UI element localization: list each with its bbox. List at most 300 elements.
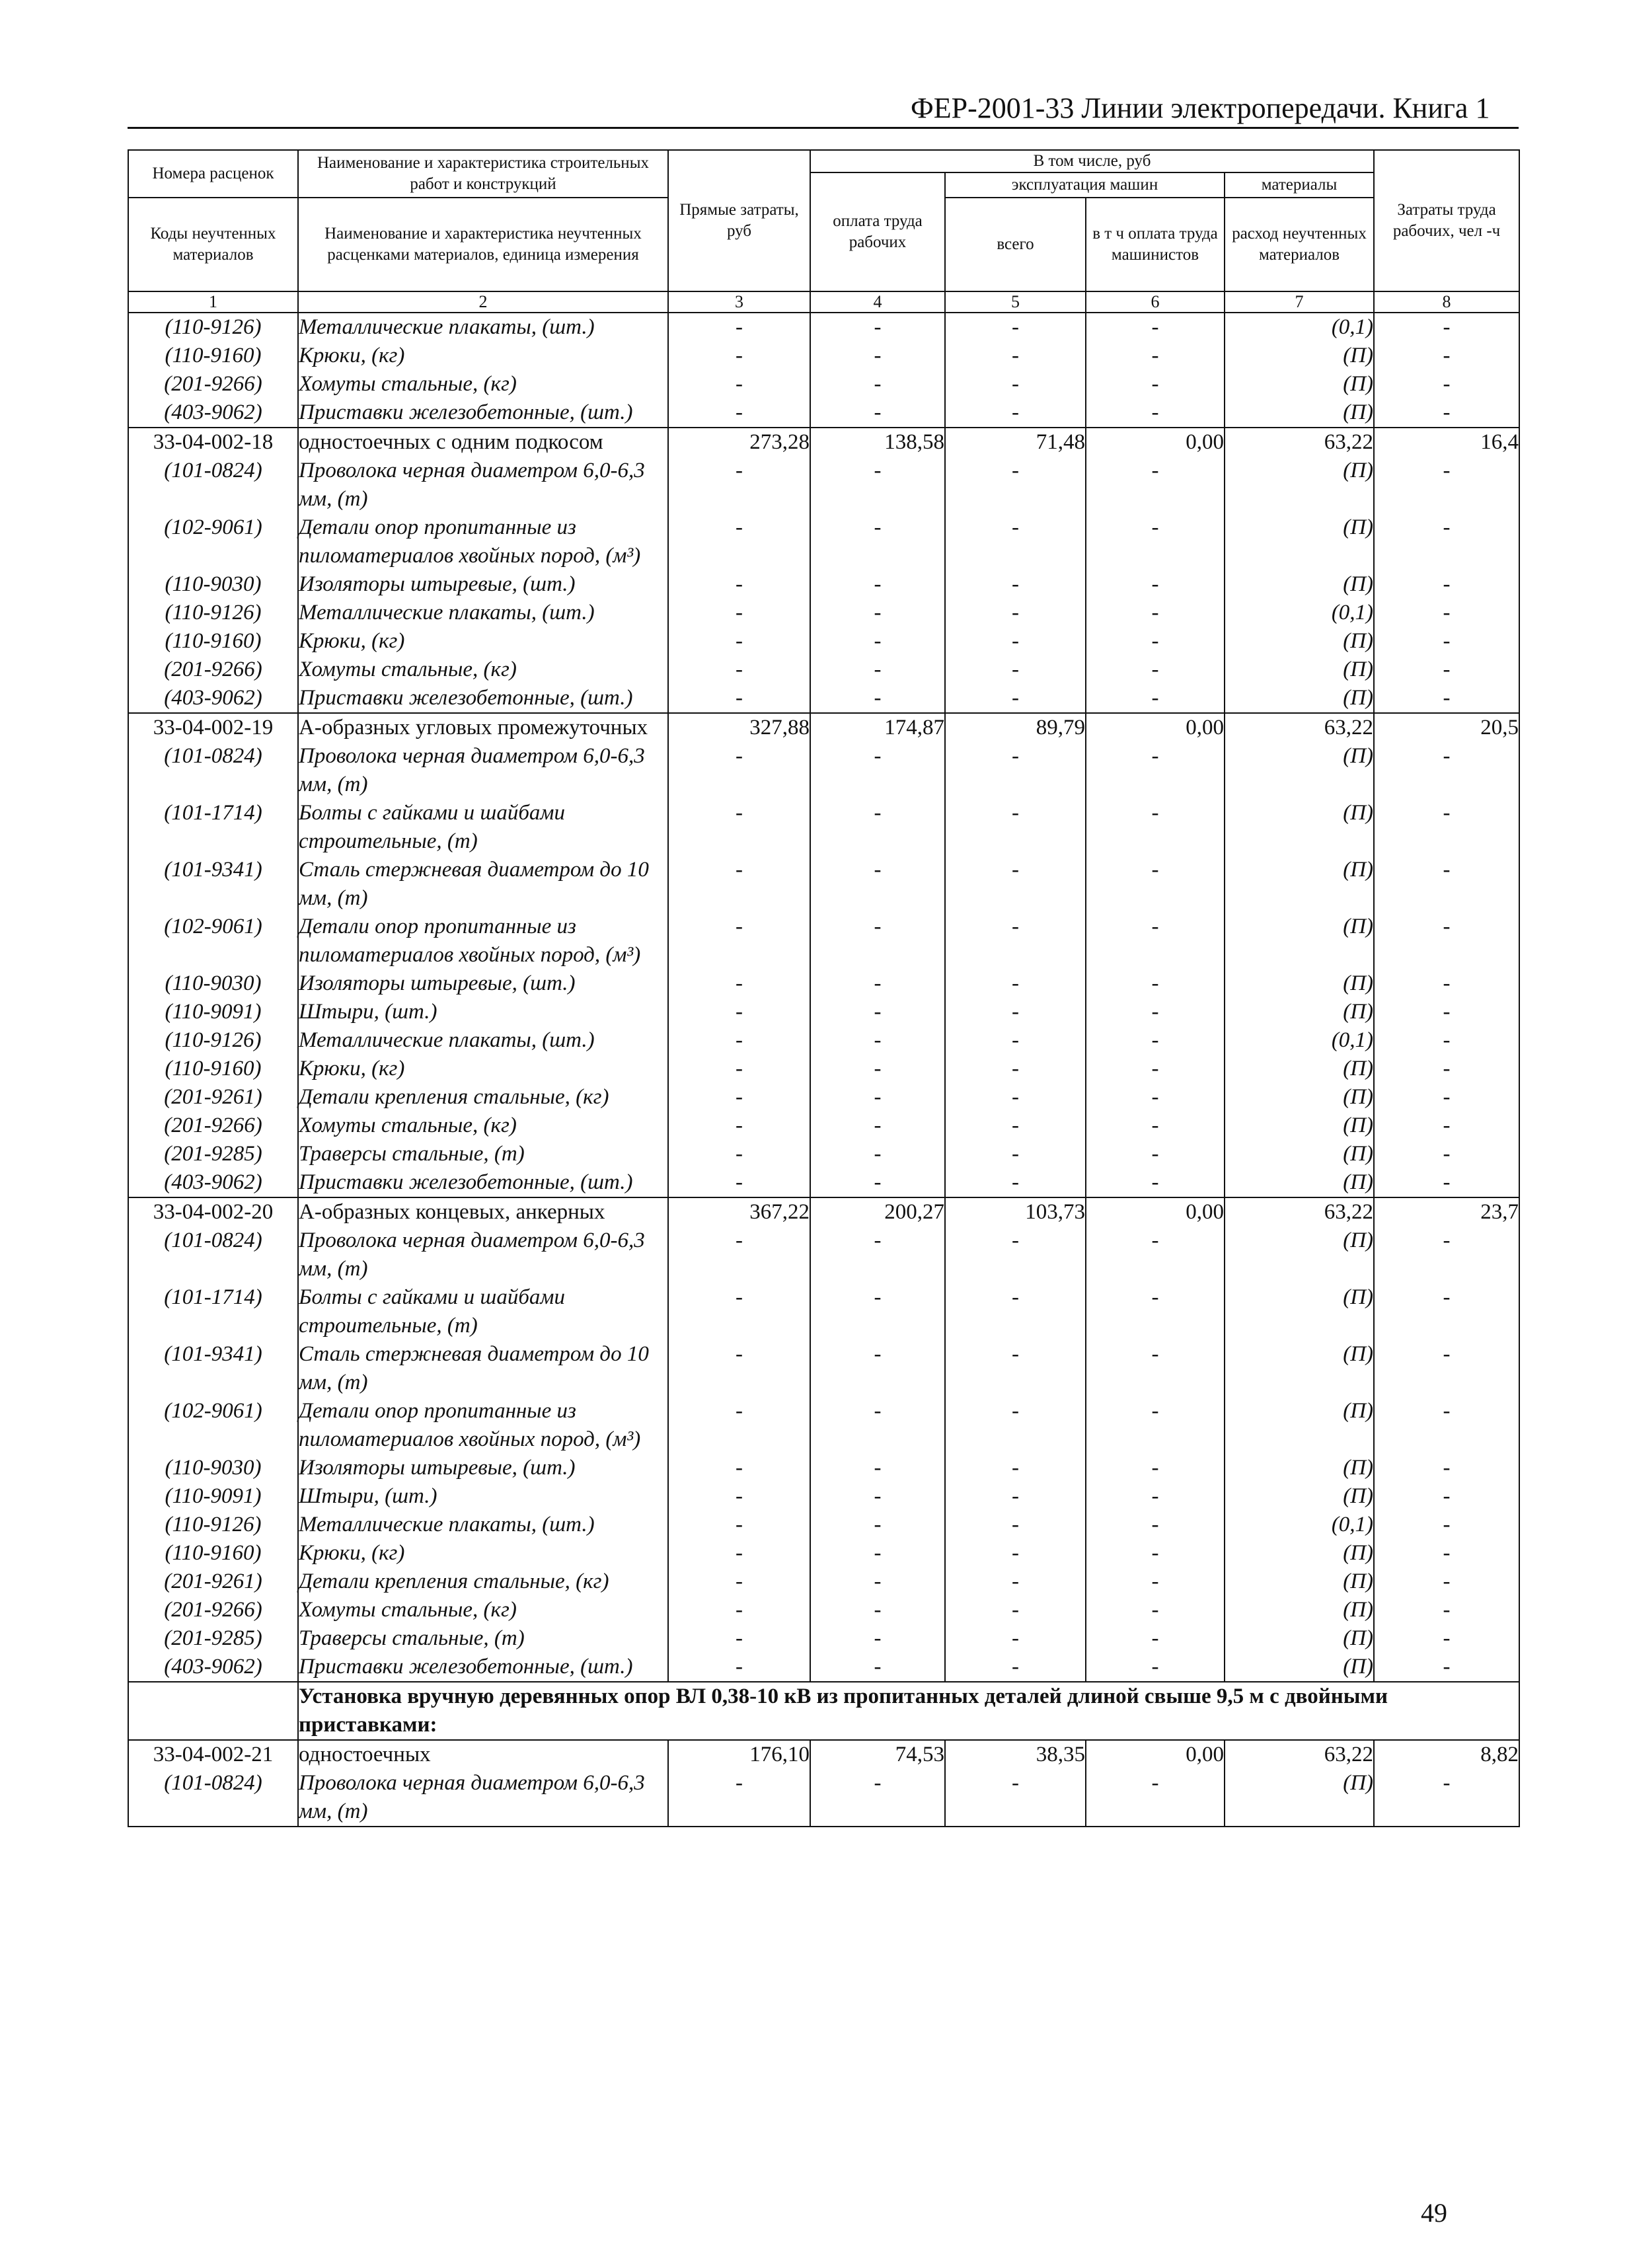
materials-cell: (П) (1225, 1112, 1374, 1140)
machinists-pay-cell: - (1086, 1568, 1225, 1596)
material-row (128, 1340, 1519, 1397)
header-machines-total: всего (945, 198, 1086, 291)
labor-pay-cell: 74,53 (810, 1740, 945, 1769)
material-name: Хомуты стальные, (кг) (298, 656, 668, 684)
direct-costs-cell: 273,28 (668, 428, 810, 457)
labor-pay-cell: - (810, 1482, 945, 1511)
material-code: (110-9160) (128, 1539, 298, 1568)
labor-pay-cell: - (810, 1397, 945, 1454)
labor-pay-cell: - (810, 684, 945, 713)
labor-pay-cell: - (810, 398, 945, 428)
labor-pay-cell: - (810, 1168, 945, 1197)
machines-total-cell: - (945, 1653, 1086, 1682)
materials-cell: 63,22 (1225, 428, 1374, 457)
rate-code: 33-04-002-18 (128, 428, 298, 457)
material-code: (201-9261) (128, 1568, 298, 1596)
machines-total-cell: - (945, 998, 1086, 1026)
labor-pay-cell: - (810, 799, 945, 856)
materials-cell: (П) (1225, 370, 1374, 398)
labor-hours-cell: - (1374, 1397, 1519, 1454)
materials-cell: (П) (1225, 656, 1374, 684)
labor-hours-cell: - (1374, 1140, 1519, 1168)
column-number: 7 (1225, 291, 1374, 313)
labor-pay-cell: - (810, 513, 945, 570)
material-row (128, 1055, 1519, 1083)
labor-pay-cell: - (810, 1568, 945, 1596)
machinists-pay-cell: - (1086, 1340, 1225, 1397)
direct-costs-cell: - (668, 1283, 810, 1340)
machines-total-cell: - (945, 1454, 1086, 1482)
labor-pay-cell: - (810, 1340, 945, 1397)
labor-hours-cell: - (1374, 856, 1519, 913)
material-name: Детали опор пропитанные из пиломатериалов хвойных пород, (м³) (298, 513, 668, 570)
material-name: Металлические плакаты, (шт.) (298, 1026, 668, 1055)
material-row (128, 969, 1519, 998)
materials-cell: (П) (1225, 1083, 1374, 1112)
labor-hours-cell: - (1374, 1596, 1519, 1624)
labor-hours-cell: - (1374, 1168, 1519, 1197)
column-number: 3 (668, 291, 810, 313)
direct-costs-cell: - (668, 656, 810, 684)
material-name: Крюки, (кг) (298, 1055, 668, 1083)
material-code: (110-9091) (128, 1482, 298, 1511)
material-name: Штыри, (шт.) (298, 998, 668, 1026)
direct-costs-cell: - (668, 1055, 810, 1083)
material-code: (101-1714) (128, 1283, 298, 1340)
work-name: одностоечных с одним подкосом (298, 428, 668, 457)
material-name: Проволока черная диаметром 6,0-6,3 мм, (т) (298, 742, 668, 799)
machines-total-cell: - (945, 684, 1086, 713)
labor-hours-cell: - (1374, 1539, 1519, 1568)
materials-cell: (П) (1225, 570, 1374, 599)
table-body (128, 313, 1519, 1827)
material-name: Крюки, (кг) (298, 627, 668, 656)
labor-hours-cell: - (1374, 1624, 1519, 1653)
material-code: (110-9126) (128, 1026, 298, 1055)
material-code: (201-9266) (128, 1596, 298, 1624)
rate-row (128, 713, 1519, 742)
material-row (128, 457, 1519, 513)
labor-hours-cell: - (1374, 570, 1519, 599)
machines-total-cell: - (945, 1397, 1086, 1454)
material-code: (101-0824) (128, 1227, 298, 1283)
machinists-pay-cell: - (1086, 1227, 1225, 1283)
rate-row (128, 428, 1519, 457)
header-direct-costs: Прямые затраты, руб (668, 150, 810, 291)
materials-cell: (0,1) (1225, 599, 1374, 627)
material-row (128, 1539, 1519, 1568)
machinists-pay-cell: 0,00 (1086, 1197, 1225, 1227)
materials-cell: (П) (1225, 1653, 1374, 1682)
machinists-pay-cell: - (1086, 1653, 1225, 1682)
materials-cell: (0,1) (1225, 1511, 1374, 1539)
material-code: (101-0824) (128, 1769, 298, 1827)
labor-pay-cell: - (810, 1769, 945, 1827)
direct-costs-cell: - (668, 1454, 810, 1482)
machinists-pay-cell: 0,00 (1086, 428, 1225, 457)
machinists-pay-cell: - (1086, 1482, 1225, 1511)
labor-pay-cell: - (810, 457, 945, 513)
machinists-pay-cell: - (1086, 599, 1225, 627)
material-name: Детали опор пропитанные из пиломатериалов хвойных пород, (м³) (298, 913, 668, 969)
machinists-pay-cell: - (1086, 684, 1225, 713)
labor-pay-cell: - (810, 1624, 945, 1653)
material-name: Траверсы стальные, (т) (298, 1140, 668, 1168)
direct-costs-cell: - (668, 742, 810, 799)
direct-costs-cell: 176,10 (668, 1740, 810, 1769)
materials-cell: (П) (1225, 1055, 1374, 1083)
direct-costs-cell: - (668, 570, 810, 599)
material-row (128, 398, 1519, 428)
rate-row (128, 1740, 1519, 1769)
material-code: (201-9285) (128, 1624, 298, 1653)
direct-costs-cell: - (668, 998, 810, 1026)
material-code: (110-9126) (128, 1511, 298, 1539)
labor-pay-cell: - (810, 1596, 945, 1624)
materials-cell: (0,1) (1225, 1026, 1374, 1055)
direct-costs-cell: - (668, 856, 810, 913)
materials-cell: (0,1) (1225, 313, 1374, 342)
material-code: (403-9062) (128, 684, 298, 713)
rate-code: 33-04-002-19 (128, 713, 298, 742)
machines-total-cell: - (945, 1055, 1086, 1083)
machinists-pay-cell: - (1086, 1596, 1225, 1624)
material-code: (201-9261) (128, 1083, 298, 1112)
materials-cell: (П) (1225, 398, 1374, 428)
header-materials: материалы (1225, 172, 1374, 198)
material-row (128, 1511, 1519, 1539)
material-code: (110-9030) (128, 570, 298, 599)
material-name: Траверсы стальные, (т) (298, 1624, 668, 1653)
labor-hours-cell: - (1374, 1227, 1519, 1283)
machinists-pay-cell: - (1086, 1539, 1225, 1568)
labor-pay-cell: 138,58 (810, 428, 945, 457)
machines-total-cell: - (945, 1340, 1086, 1397)
material-name: Сталь стержневая диаметром до 10 мм, (т) (298, 856, 668, 913)
rates-table (128, 149, 1520, 1827)
labor-pay-cell: 200,27 (810, 1197, 945, 1227)
page-number: 49 (1421, 2198, 1447, 2228)
material-code: (403-9062) (128, 398, 298, 428)
direct-costs-cell: - (668, 1482, 810, 1511)
material-row (128, 656, 1519, 684)
materials-cell: (П) (1225, 1168, 1374, 1197)
direct-costs-cell: 367,22 (668, 1197, 810, 1227)
labor-hours-cell: - (1374, 627, 1519, 656)
material-code: (201-9266) (128, 656, 298, 684)
labor-hours-cell: 8,82 (1374, 1740, 1519, 1769)
material-code: (110-9030) (128, 969, 298, 998)
table-header (128, 150, 1519, 313)
labor-hours-cell: 23,7 (1374, 1197, 1519, 1227)
direct-costs-cell: - (668, 1653, 810, 1682)
material-name: Крюки, (кг) (298, 1539, 668, 1568)
labor-pay-cell: - (810, 570, 945, 599)
labor-hours-cell: - (1374, 599, 1519, 627)
direct-costs-cell: 327,88 (668, 713, 810, 742)
machines-total-cell: - (945, 1482, 1086, 1511)
direct-costs-cell: - (668, 1140, 810, 1168)
labor-pay-cell: - (810, 742, 945, 799)
labor-pay-cell: - (810, 969, 945, 998)
work-name: одностоечных (298, 1740, 668, 1769)
materials-cell: (П) (1225, 1283, 1374, 1340)
direct-costs-cell: - (668, 1539, 810, 1568)
machinists-pay-cell: - (1086, 627, 1225, 656)
machines-total-cell: - (945, 913, 1086, 969)
labor-hours-cell: - (1374, 998, 1519, 1026)
header-machines: эксплуатация машин (945, 172, 1225, 198)
column-number: 1 (128, 291, 298, 313)
direct-costs-cell: - (668, 398, 810, 428)
machinists-pay-cell: - (1086, 398, 1225, 428)
direct-costs-cell: - (668, 1769, 810, 1827)
labor-hours-cell: - (1374, 1568, 1519, 1596)
machinists-pay-cell: - (1086, 1112, 1225, 1140)
machinists-pay-cell: - (1086, 998, 1225, 1026)
labor-pay-cell: - (810, 913, 945, 969)
machinists-pay-cell: - (1086, 370, 1225, 398)
direct-costs-cell: - (668, 313, 810, 342)
material-code: (110-9091) (128, 998, 298, 1026)
labor-hours-cell: - (1374, 799, 1519, 856)
labor-pay-cell: - (810, 1083, 945, 1112)
materials-cell: (П) (1225, 969, 1374, 998)
labor-pay-cell: - (810, 1539, 945, 1568)
material-row (128, 1482, 1519, 1511)
direct-costs-cell: - (668, 684, 810, 713)
material-code: (201-9266) (128, 1112, 298, 1140)
material-code: (102-9061) (128, 513, 298, 570)
direct-costs-cell: - (668, 1083, 810, 1112)
material-name: Крюки, (кг) (298, 342, 668, 370)
material-row (128, 1769, 1519, 1827)
header-machinists-pay: в т ч оплата труда машинистов (1086, 198, 1225, 291)
direct-costs-cell: - (668, 1596, 810, 1624)
material-row (128, 913, 1519, 969)
direct-costs-cell: - (668, 1168, 810, 1197)
labor-hours-cell: - (1374, 742, 1519, 799)
material-row (128, 599, 1519, 627)
labor-hours-cell: - (1374, 370, 1519, 398)
machinists-pay-cell: - (1086, 1026, 1225, 1055)
work-name: А-образных угловых промежуточных (298, 713, 668, 742)
labor-pay-cell: - (810, 627, 945, 656)
material-code: (101-0824) (128, 742, 298, 799)
materials-cell: (П) (1225, 513, 1374, 570)
direct-costs-cell: - (668, 342, 810, 370)
labor-hours-cell: - (1374, 913, 1519, 969)
material-row (128, 1083, 1519, 1112)
material-name: Приставки железобетонные, (шт.) (298, 1653, 668, 1682)
direct-costs-cell: - (668, 370, 810, 398)
rate-code: 33-04-002-21 (128, 1740, 298, 1769)
material-name: Хомуты стальные, (кг) (298, 1596, 668, 1624)
labor-hours-cell: - (1374, 1653, 1519, 1682)
labor-hours-cell: - (1374, 1083, 1519, 1112)
machines-total-cell: - (945, 1140, 1086, 1168)
material-name: Детали крепления стальные, (кг) (298, 1568, 668, 1596)
labor-hours-cell: - (1374, 1026, 1519, 1055)
direct-costs-cell: - (668, 599, 810, 627)
materials-cell: (П) (1225, 1482, 1374, 1511)
material-name: Проволока черная диаметром 6,0-6,3 мм, (т) (298, 1227, 668, 1283)
material-name: Хомуты стальные, (кг) (298, 1112, 668, 1140)
machinists-pay-cell: - (1086, 1511, 1225, 1539)
material-row (128, 1227, 1519, 1283)
machines-total-cell: - (945, 1168, 1086, 1197)
direct-costs-cell: - (668, 627, 810, 656)
materials-cell: (П) (1225, 1227, 1374, 1283)
section-code-cell (128, 1682, 298, 1740)
material-name: Проволока черная диаметром 6,0-6,3 мм, (т) (298, 1769, 668, 1827)
machinists-pay-cell: - (1086, 313, 1225, 342)
labor-pay-cell: - (810, 1511, 945, 1539)
labor-pay-cell: - (810, 998, 945, 1026)
machines-total-cell: - (945, 742, 1086, 799)
labor-pay-cell: - (810, 656, 945, 684)
materials-cell: (П) (1225, 1539, 1374, 1568)
labor-pay-cell: - (810, 1454, 945, 1482)
column-number: 5 (945, 291, 1086, 313)
material-code: (110-9126) (128, 313, 298, 342)
materials-cell: (П) (1225, 1596, 1374, 1624)
material-code: (102-9061) (128, 913, 298, 969)
machines-total-cell: - (945, 1083, 1086, 1112)
section-heading-row (128, 1682, 1519, 1740)
machines-total-cell: 89,79 (945, 713, 1086, 742)
machinists-pay-cell: - (1086, 570, 1225, 599)
labor-pay-cell: - (810, 856, 945, 913)
rate-code: 33-04-002-20 (128, 1197, 298, 1227)
material-code: (101-9341) (128, 1340, 298, 1397)
labor-pay-cell: 174,87 (810, 713, 945, 742)
materials-cell: (П) (1225, 1340, 1374, 1397)
material-name: Изоляторы штыревые, (шт.) (298, 570, 668, 599)
materials-cell: (П) (1225, 742, 1374, 799)
direct-costs-cell: - (668, 513, 810, 570)
machines-total-cell: - (945, 1112, 1086, 1140)
material-row (128, 570, 1519, 599)
header-including: В том числе, руб (810, 150, 1374, 172)
machinists-pay-cell: - (1086, 1624, 1225, 1653)
machinists-pay-cell: - (1086, 513, 1225, 570)
machines-total-cell: - (945, 1511, 1086, 1539)
materials-cell: (П) (1225, 342, 1374, 370)
machinists-pay-cell: - (1086, 856, 1225, 913)
material-row (128, 313, 1519, 342)
labor-hours-cell: - (1374, 313, 1519, 342)
machinists-pay-cell: - (1086, 742, 1225, 799)
rate-row (128, 1197, 1519, 1227)
header-material-name: Наименование и характеристика неучтенных расценками материалов, единица измерения (298, 198, 668, 291)
material-name: Болты с гайками и шайбами строительные, (т) (298, 799, 668, 856)
material-code: (110-9030) (128, 1454, 298, 1482)
machinists-pay-cell: - (1086, 1168, 1225, 1197)
header-work-name: Наименование и характеристика строительных работ и конструкций (298, 150, 668, 198)
material-row (128, 1283, 1519, 1340)
machines-total-cell: - (945, 1283, 1086, 1340)
machinists-pay-cell: - (1086, 913, 1225, 969)
direct-costs-cell: - (668, 1397, 810, 1454)
machines-total-cell: - (945, 1624, 1086, 1653)
machines-total-cell: - (945, 1568, 1086, 1596)
material-code: (201-9285) (128, 1140, 298, 1168)
material-name: Штыри, (шт.) (298, 1482, 668, 1511)
materials-cell: (П) (1225, 998, 1374, 1026)
labor-pay-cell: - (810, 1140, 945, 1168)
header-rule (128, 127, 1519, 129)
machinists-pay-cell: - (1086, 457, 1225, 513)
direct-costs-cell: - (668, 1227, 810, 1283)
material-code: (403-9062) (128, 1168, 298, 1197)
material-code: (101-0824) (128, 457, 298, 513)
header-rate-numbers: Номера расценок (128, 150, 298, 198)
labor-pay-cell: - (810, 599, 945, 627)
machines-total-cell: - (945, 313, 1086, 342)
material-code: (110-9160) (128, 1055, 298, 1083)
material-row (128, 1397, 1519, 1454)
machines-total-cell: - (945, 799, 1086, 856)
labor-hours-cell: - (1374, 1769, 1519, 1827)
material-code: (201-9266) (128, 370, 298, 398)
machinists-pay-cell: - (1086, 1283, 1225, 1340)
materials-cell: (П) (1225, 1769, 1374, 1827)
labor-hours-cell: - (1374, 684, 1519, 713)
material-name: Приставки железобетонные, (шт.) (298, 1168, 668, 1197)
machinists-pay-cell: - (1086, 342, 1225, 370)
material-row (128, 799, 1519, 856)
labor-hours-cell: - (1374, 342, 1519, 370)
material-name: Приставки железобетонные, (шт.) (298, 684, 668, 713)
materials-cell: (П) (1225, 1568, 1374, 1596)
material-row (128, 627, 1519, 656)
material-code: (110-9160) (128, 627, 298, 656)
labor-hours-cell: - (1374, 1112, 1519, 1140)
material-name: Металлические плакаты, (шт.) (298, 313, 668, 342)
labor-hours-cell: - (1374, 1454, 1519, 1482)
machines-total-cell: - (945, 1769, 1086, 1827)
document-header: ФЕР-2001-33 Линии электропередачи. Книга 1 (911, 92, 1490, 124)
labor-hours-cell: - (1374, 1482, 1519, 1511)
header-labor-pay: оплата труда рабочих (810, 172, 945, 291)
machines-total-cell: - (945, 1539, 1086, 1568)
labor-hours-cell: - (1374, 1055, 1519, 1083)
material-row (128, 856, 1519, 913)
material-code: (403-9062) (128, 1653, 298, 1682)
material-name: Приставки железобетонные, (шт.) (298, 398, 668, 428)
material-row (128, 1454, 1519, 1482)
material-name: Металлические плакаты, (шт.) (298, 1511, 668, 1539)
machines-total-cell: - (945, 627, 1086, 656)
machines-total-cell: 71,48 (945, 428, 1086, 457)
labor-pay-cell: - (810, 1653, 945, 1682)
header-materials-usage: расход неучтенных материалов (1225, 198, 1374, 291)
materials-cell: (П) (1225, 627, 1374, 656)
labor-hours-cell: - (1374, 969, 1519, 998)
direct-costs-cell: - (668, 913, 810, 969)
material-row (128, 1112, 1519, 1140)
material-name: Изоляторы штыревые, (шт.) (298, 1454, 668, 1482)
header-material-codes: Коды неучтенных материалов (128, 198, 298, 291)
machinists-pay-cell: - (1086, 1454, 1225, 1482)
material-row (128, 998, 1519, 1026)
labor-pay-cell: - (810, 1227, 945, 1283)
material-name: Сталь стержневая диаметром до 10 мм, (т) (298, 1340, 668, 1397)
material-name: Детали крепления стальные, (кг) (298, 1083, 668, 1112)
section-title: Установка вручную деревянных опор ВЛ 0,38-10 кВ из пропитанных деталей длиной свыше 9,5 м с двойными приставками: (298, 1682, 1519, 1740)
material-name: Металлические плакаты, (шт.) (298, 599, 668, 627)
